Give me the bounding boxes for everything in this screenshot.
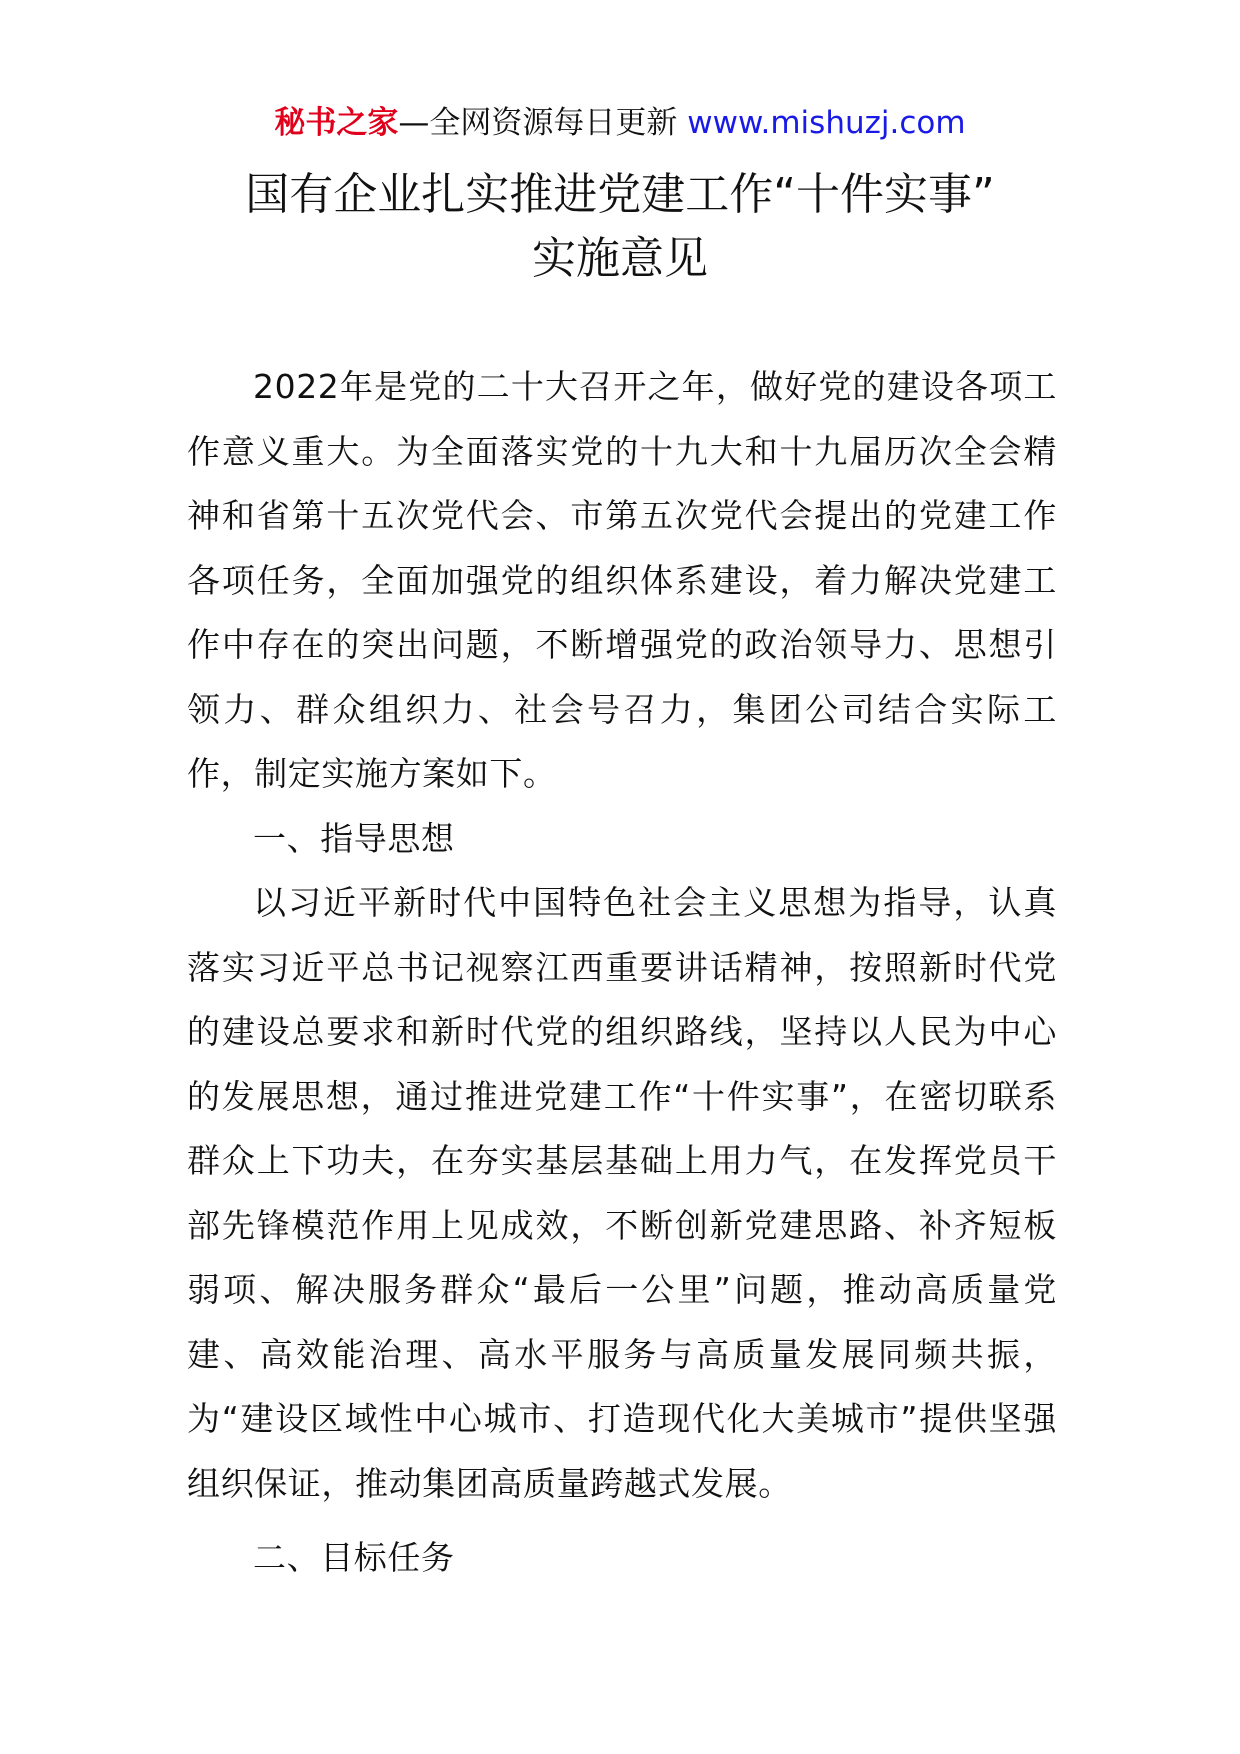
guiding-thought-paragraph: 以习近平新时代中国特色社会主义思想为指导，认真落实习近平总书记视察江西重要讲话精神，按照新时代党的建设总要求和新时代党的组织路线，坚持以人民为中心的发展思想，通过推进党建工作“十件实事”，在密切联系群众上下功夫，在夯实基层基础上用力气，在发挥党员干部先锋模范作用上见成效，不断创新党建思路、补齐短板弱项、解决服务群众“最后一公里”问题，推动高质量党建、高效能治理、高水平服务与高质量发展同频共振，为“建设区域性中心城市、打造现代化大美城市”提供坚强组织保证，推动集团高质量跨越式发展。 bbox=[187, 883, 1057, 1503]
site-url-link[interactable]: www.mishuzj.com bbox=[687, 105, 966, 141]
intro-paragraph: 2022年是党的二十大召开之年，做好党的建设各项工作意义重大。为全面落实党的十九大和十九届历次全会精神和省第十五次党代会、市第五次党代会提出的党建工作各项任务，全面加强党的组织体系建设，着力解决党建工作中存在的突出问题，不断增强党的政治领导力、思想引领力、群众组织力、社会号召力，集团公司结合实际工作，制定实施方案如下。 bbox=[187, 367, 1057, 793]
title-line-1: 国有企业扎实推进党建工作“十件实事” bbox=[245, 169, 995, 220]
document-title bbox=[0, 163, 1240, 291]
site-header bbox=[0, 100, 1240, 146]
section-heading-guiding-thought: 一、指导思想 bbox=[253, 818, 455, 858]
title-line-2: 实施意见 bbox=[532, 233, 708, 284]
section-heading-goals: 二、目标任务 bbox=[253, 1538, 455, 1577]
header-slogan: —全网资源每日更新 bbox=[398, 105, 688, 141]
brand-name: 秘书之家 bbox=[274, 105, 399, 141]
document-body bbox=[187, 355, 1057, 1591]
